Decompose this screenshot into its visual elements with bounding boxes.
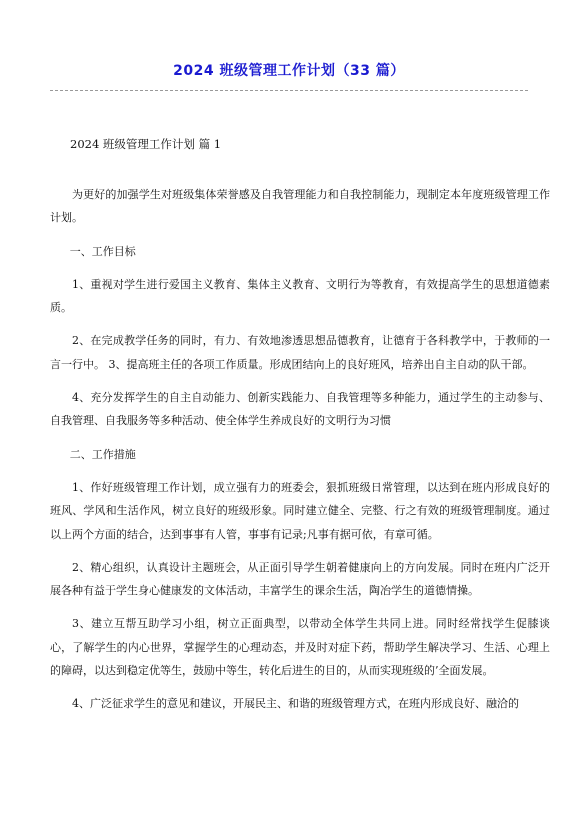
paragraph-intro: 为更好的加强学生对班级集体荣誉感及自我管理能力和自我控制能力，现制定本年度班级管理工作计划。 bbox=[50, 188, 550, 225]
section-title: 2024 班级管理工作计划 篇 1 bbox=[70, 137, 222, 151]
heading-goals: 一、工作目标 bbox=[69, 244, 136, 258]
paragraph-goal-4: 4、充分发挥学生的自主自动能力、创新实践能力、自我管理等多种能力，通过学生的主动参与、自我管理、自我服务等多种活动、使全体学生养成良好的文明行为习惯 bbox=[50, 391, 550, 428]
title-divider bbox=[50, 90, 528, 91]
paragraph-goal-2: 2、在完成教学任务的同时，有力、有效地渗透思想品德教育，让德育于各科教学中，于教师的一言一行中。 3、提高班主任的各项工作质量。形成团结向上的良好班风，培养出自主自动的队干部。 bbox=[50, 334, 550, 371]
paragraph-measure-2: 2、精心组织，认真设计主题班会，从正面引导学生朝着健康向上的方向发展。同时在班内广泛开展各种有益于学生身心健康发的文体活动，丰富学生的课余生活，陶冶学生的道德情操。 bbox=[50, 560, 550, 598]
document-body bbox=[50, 183, 550, 726]
paragraph-measure-1: 1、作好班级管理工作计划，成立强有力的班委会，狠抓班级日常管理，以达到在班内形成良好的班风、学风和生活作风，树立良好的班级形象。同时建立健全、完整、行之有效的班级管理制度。通过以上两个方面的结合，达到事事有人管，事事有记录;凡事有据可依，有章可循。 bbox=[50, 480, 550, 541]
heading-measures: 二、工作措施 bbox=[69, 447, 136, 461]
paragraph-goal-1: 1、重视对学生进行爱国主义教育、集体主义教育、文明行为等教育，有效提高学生的思想道德素质。 bbox=[50, 277, 550, 315]
document-title: 2024 班级管理工作计划（33 篇） bbox=[173, 63, 405, 79]
paragraph-measure-4: 4、广泛征求学生的意见和建议，开展民主、和谐的班级管理方式，在班内形成良好、融洽的 bbox=[72, 697, 519, 711]
paragraph-measure-3: 3、建立互帮互助学习小组，树立正面典型，以带动全体学生共同上进。同时经常找学生促膝谈心，了解学生的内心世界，掌握学生的心理动态，并及时对症下药，帮助学生解决学习、生活、心理上的障碍，以达到稳定优等生，鼓励中等生，转化后进生的目的，从而实现班级的’全面发展。 bbox=[50, 617, 550, 678]
